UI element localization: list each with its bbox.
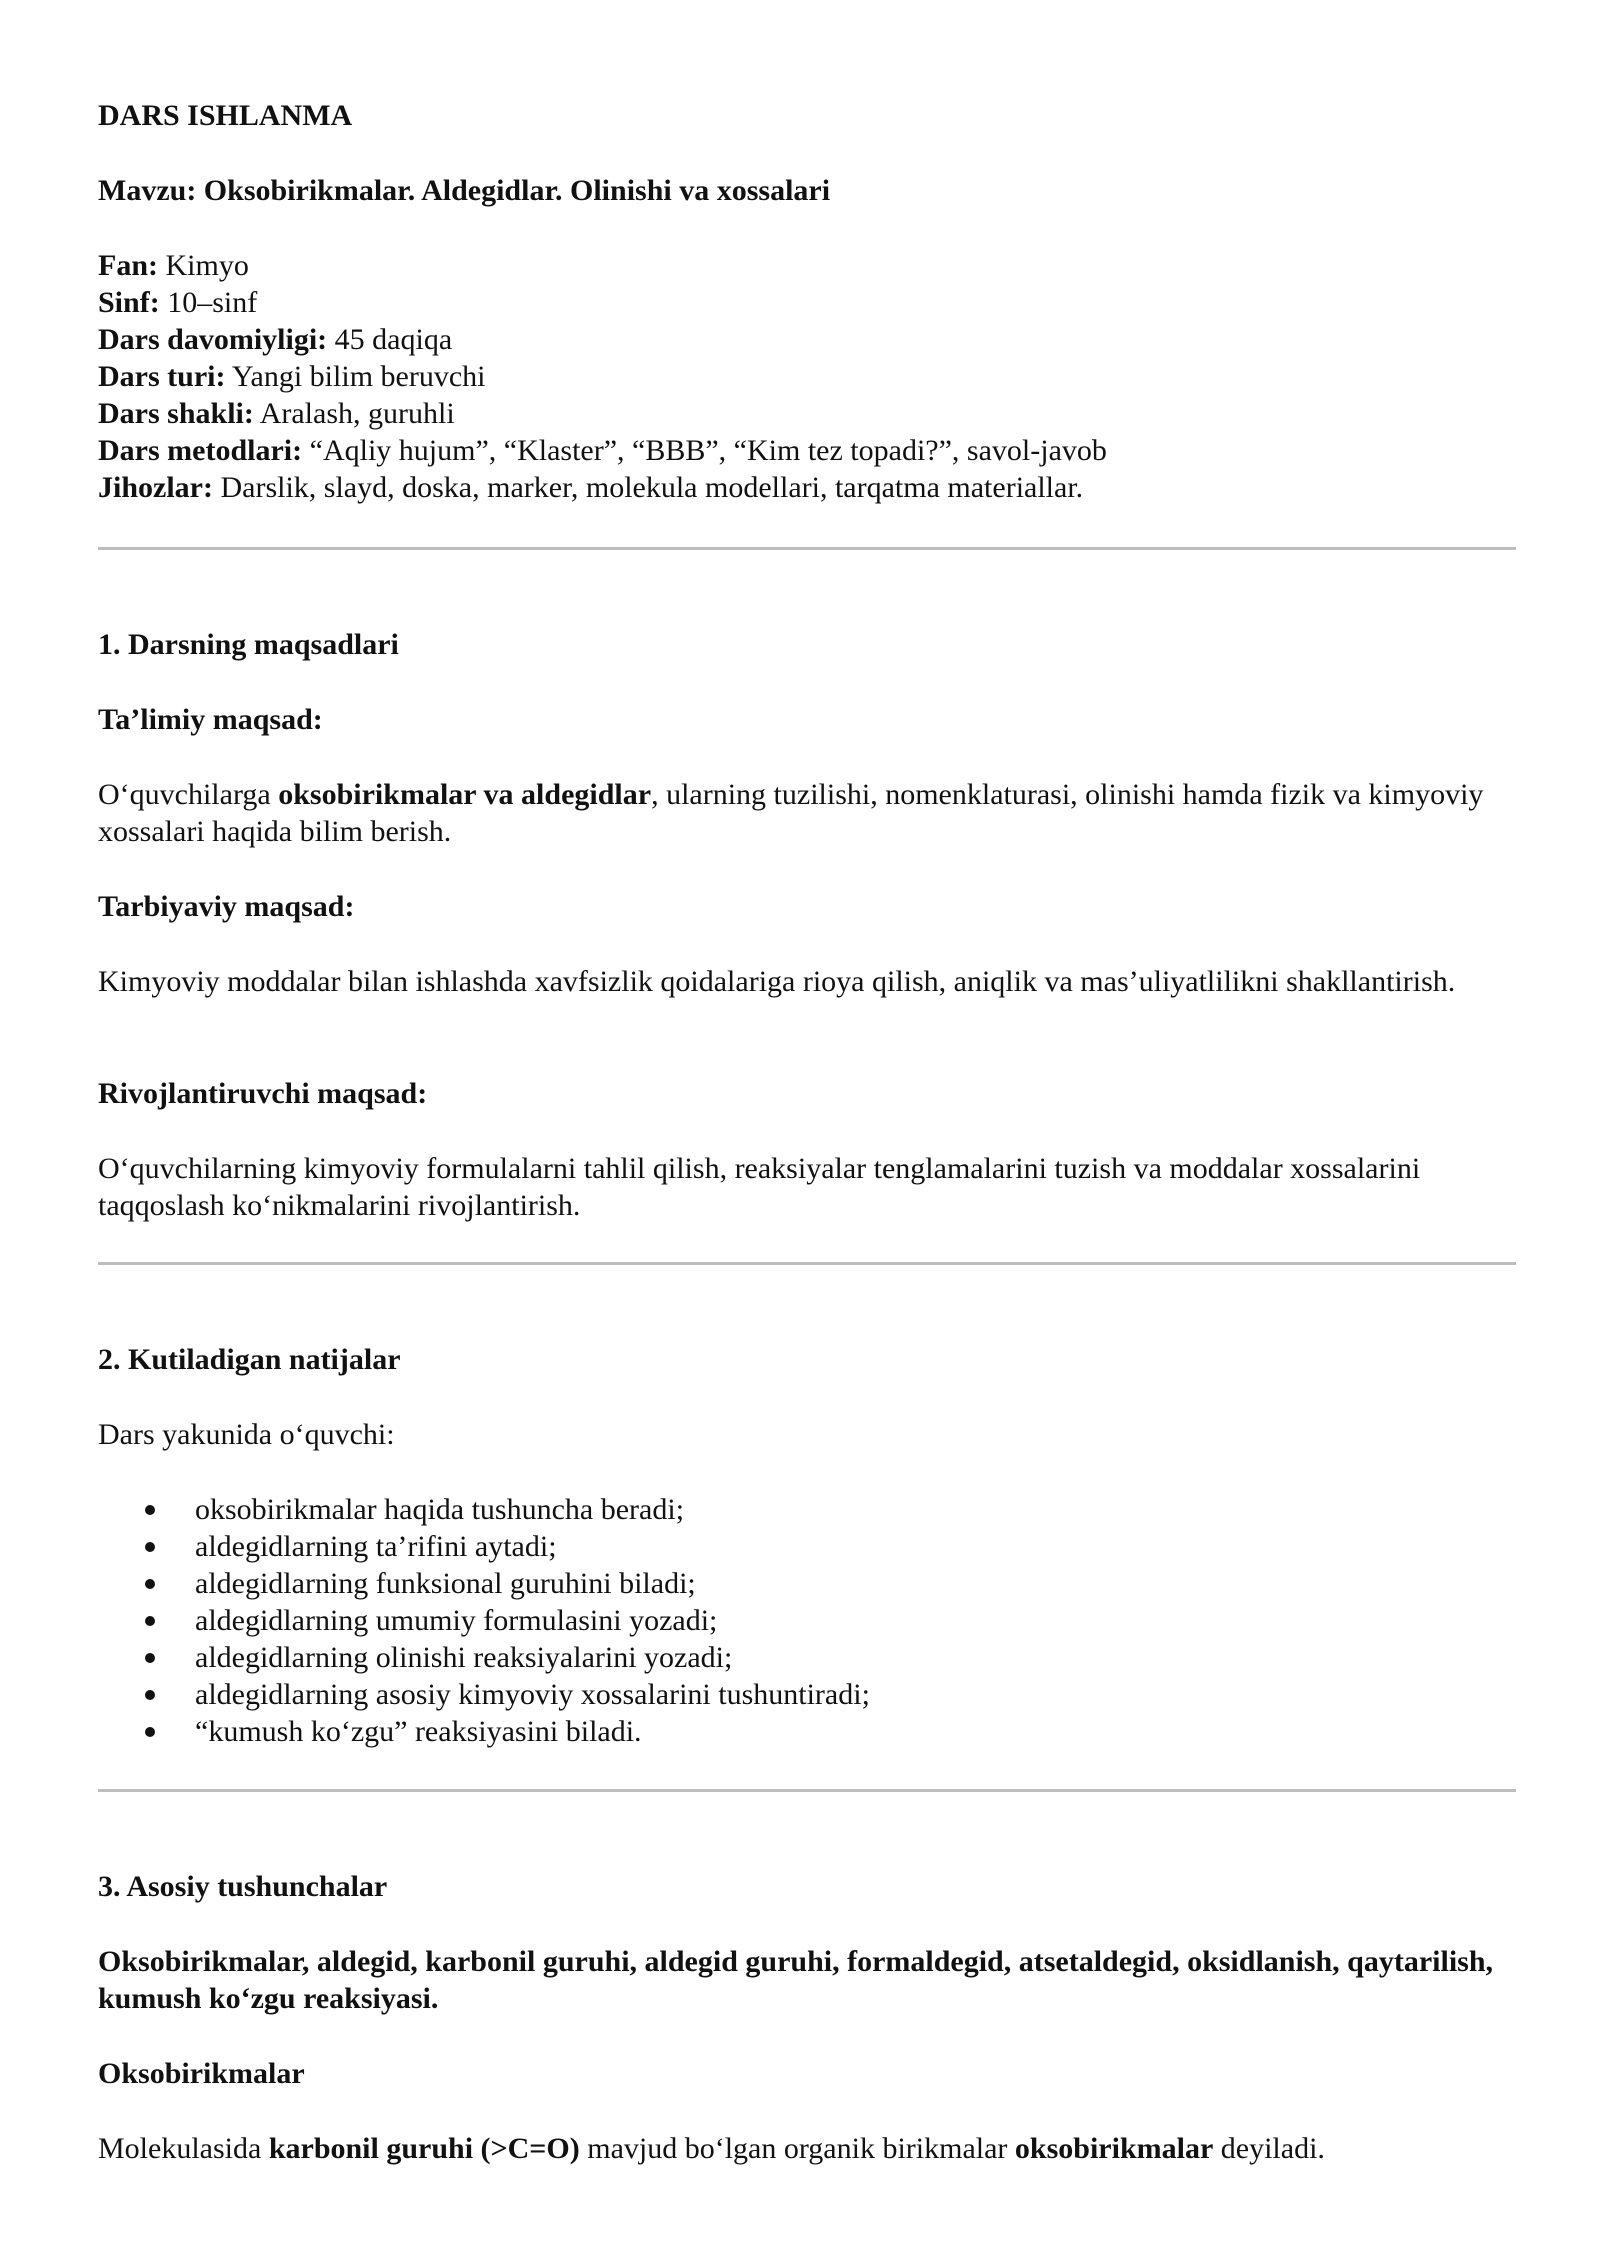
section-heading-concepts: 3. Asosiy tushunchalar (98, 1870, 388, 1903)
divider (98, 1789, 1516, 1792)
oxo-compounds-definition: Molekulasida karbonil guruhi (>C=O) mavjud bo‘lgan organik birikmalar oksobirikmalar deyiladi. (98, 2132, 1325, 2165)
info-label: Fan: (98, 249, 158, 282)
list-item: aldegidlarning ta’rifini aytadi; (98, 1528, 1518, 1565)
section-heading-outcomes: 2. Kutiladigan natijalar (98, 1343, 401, 1376)
info-value: 45 daqiqa (327, 323, 453, 356)
info-value: Kimyo (158, 249, 249, 282)
upbringing-goal-title: Tarbiyaviy maqsad: (98, 890, 355, 923)
lesson-info-block (98, 247, 1518, 506)
info-value: 10–sinf (159, 286, 258, 319)
info-label: Sinf: (98, 286, 160, 319)
divider (98, 1262, 1516, 1265)
info-row-subject (98, 247, 1518, 284)
info-row-duration (98, 321, 1518, 358)
divider (98, 547, 1516, 550)
bullet-icon (145, 1542, 155, 1552)
bullet-icon (145, 1579, 155, 1589)
section-heading-goals: 1. Darsning maqsadlari (98, 628, 399, 661)
info-value: Aralash, guruhli (253, 397, 455, 430)
developing-goal-text: O‘quvchilarning kimyoviy formulalarni tahlil qilish, reaksiyalar tenglamalarini tuzish va moddalar xossalarini taqqoslash ko‘nikmalarini rivojlantirish. (98, 1152, 1421, 1222)
key-concepts-text: Oksobirikmalar, aldegid, karbonil guruhi, aldegid guruhi, formaldegid, atsetaldegid, oksidlanish, qaytarilish, kumush ko‘zgu reaksiyasi. (98, 1945, 1494, 2015)
list-item: aldegidlarning olinishi reaksiyalarini yozadi; (98, 1639, 1518, 1676)
list-item: “kumush ko‘zgu” reaksiyasini biladi. (98, 1713, 1518, 1750)
info-label: Dars davomiyligi: (98, 323, 328, 356)
outcomes-intro: Dars yakunida o‘quvchi: (98, 1418, 395, 1451)
oxo-compounds-subheading: Oksobirikmalar (98, 2057, 305, 2090)
info-label: Jihozlar: (98, 471, 213, 504)
lesson-topic: Mavzu: Oksobirikmalar. Aldegidlar. Olinishi va xossalari (98, 174, 831, 207)
upbringing-goal-text: Kimyoviy moddalar bilan ishlashda xavfsizlik qoidalariga rioya qilish, aniqlik va mas’uliyatlilikni shakllantirish. (98, 965, 1456, 998)
list-item: aldegidlarning asosiy kimyoviy xossalarini tushuntiradi; (98, 1676, 1518, 1713)
info-row-type (98, 358, 1518, 395)
info-row-methods (98, 432, 1518, 469)
list-item: oksobirikmalar haqida tushuncha beradi; (98, 1491, 1518, 1528)
info-value: Yangi bilim beruvchi (225, 360, 486, 393)
bullet-icon (145, 1727, 155, 1737)
highlight-text: oksobirikmalar (1014, 2132, 1214, 2165)
info-value: “Aqliy hujum”, “Klaster”, “BBB”, “Kim tez topadi?”, savol-javob (302, 434, 1107, 467)
educational-goal-text: O‘quvchilarga oksobirikmalar va aldegidlar, ularning tuzilishi, nomenklaturasi, olinishi hamda fizik va kimyoviy xossalari haqida bilim berish. (98, 778, 1484, 848)
list-item: aldegidlarning funksional guruhini biladi; (98, 1565, 1518, 1602)
outcomes-list (98, 1491, 1518, 1750)
document-title: DARS ISHLANMA (98, 99, 353, 132)
highlight-text: oksobirikmalar va aldegidlar (278, 778, 652, 811)
info-row-grade (98, 284, 1518, 321)
developing-goal-title: Rivojlantiruvchi maqsad: (98, 1077, 428, 1110)
list-item: aldegidlarning umumiy formulasini yozadi; (98, 1602, 1518, 1639)
info-label: Dars metodlari: (98, 434, 303, 467)
bullet-icon (145, 1653, 155, 1663)
bullet-icon (145, 1505, 155, 1515)
info-row-equipment (98, 469, 1518, 506)
highlight-text: karbonil guruhi (>C=O) (268, 2132, 580, 2165)
educational-goal-title: Ta’limiy maqsad: (98, 703, 323, 736)
info-label: Dars turi: (98, 360, 226, 393)
info-row-form (98, 395, 1518, 432)
info-value: Darslik, slayd, doska, marker, molekula modellari, tarqatma materiallar. (212, 471, 1084, 504)
bullet-icon (145, 1690, 155, 1700)
info-label: Dars shakli: (98, 397, 254, 430)
bullet-icon (145, 1616, 155, 1626)
